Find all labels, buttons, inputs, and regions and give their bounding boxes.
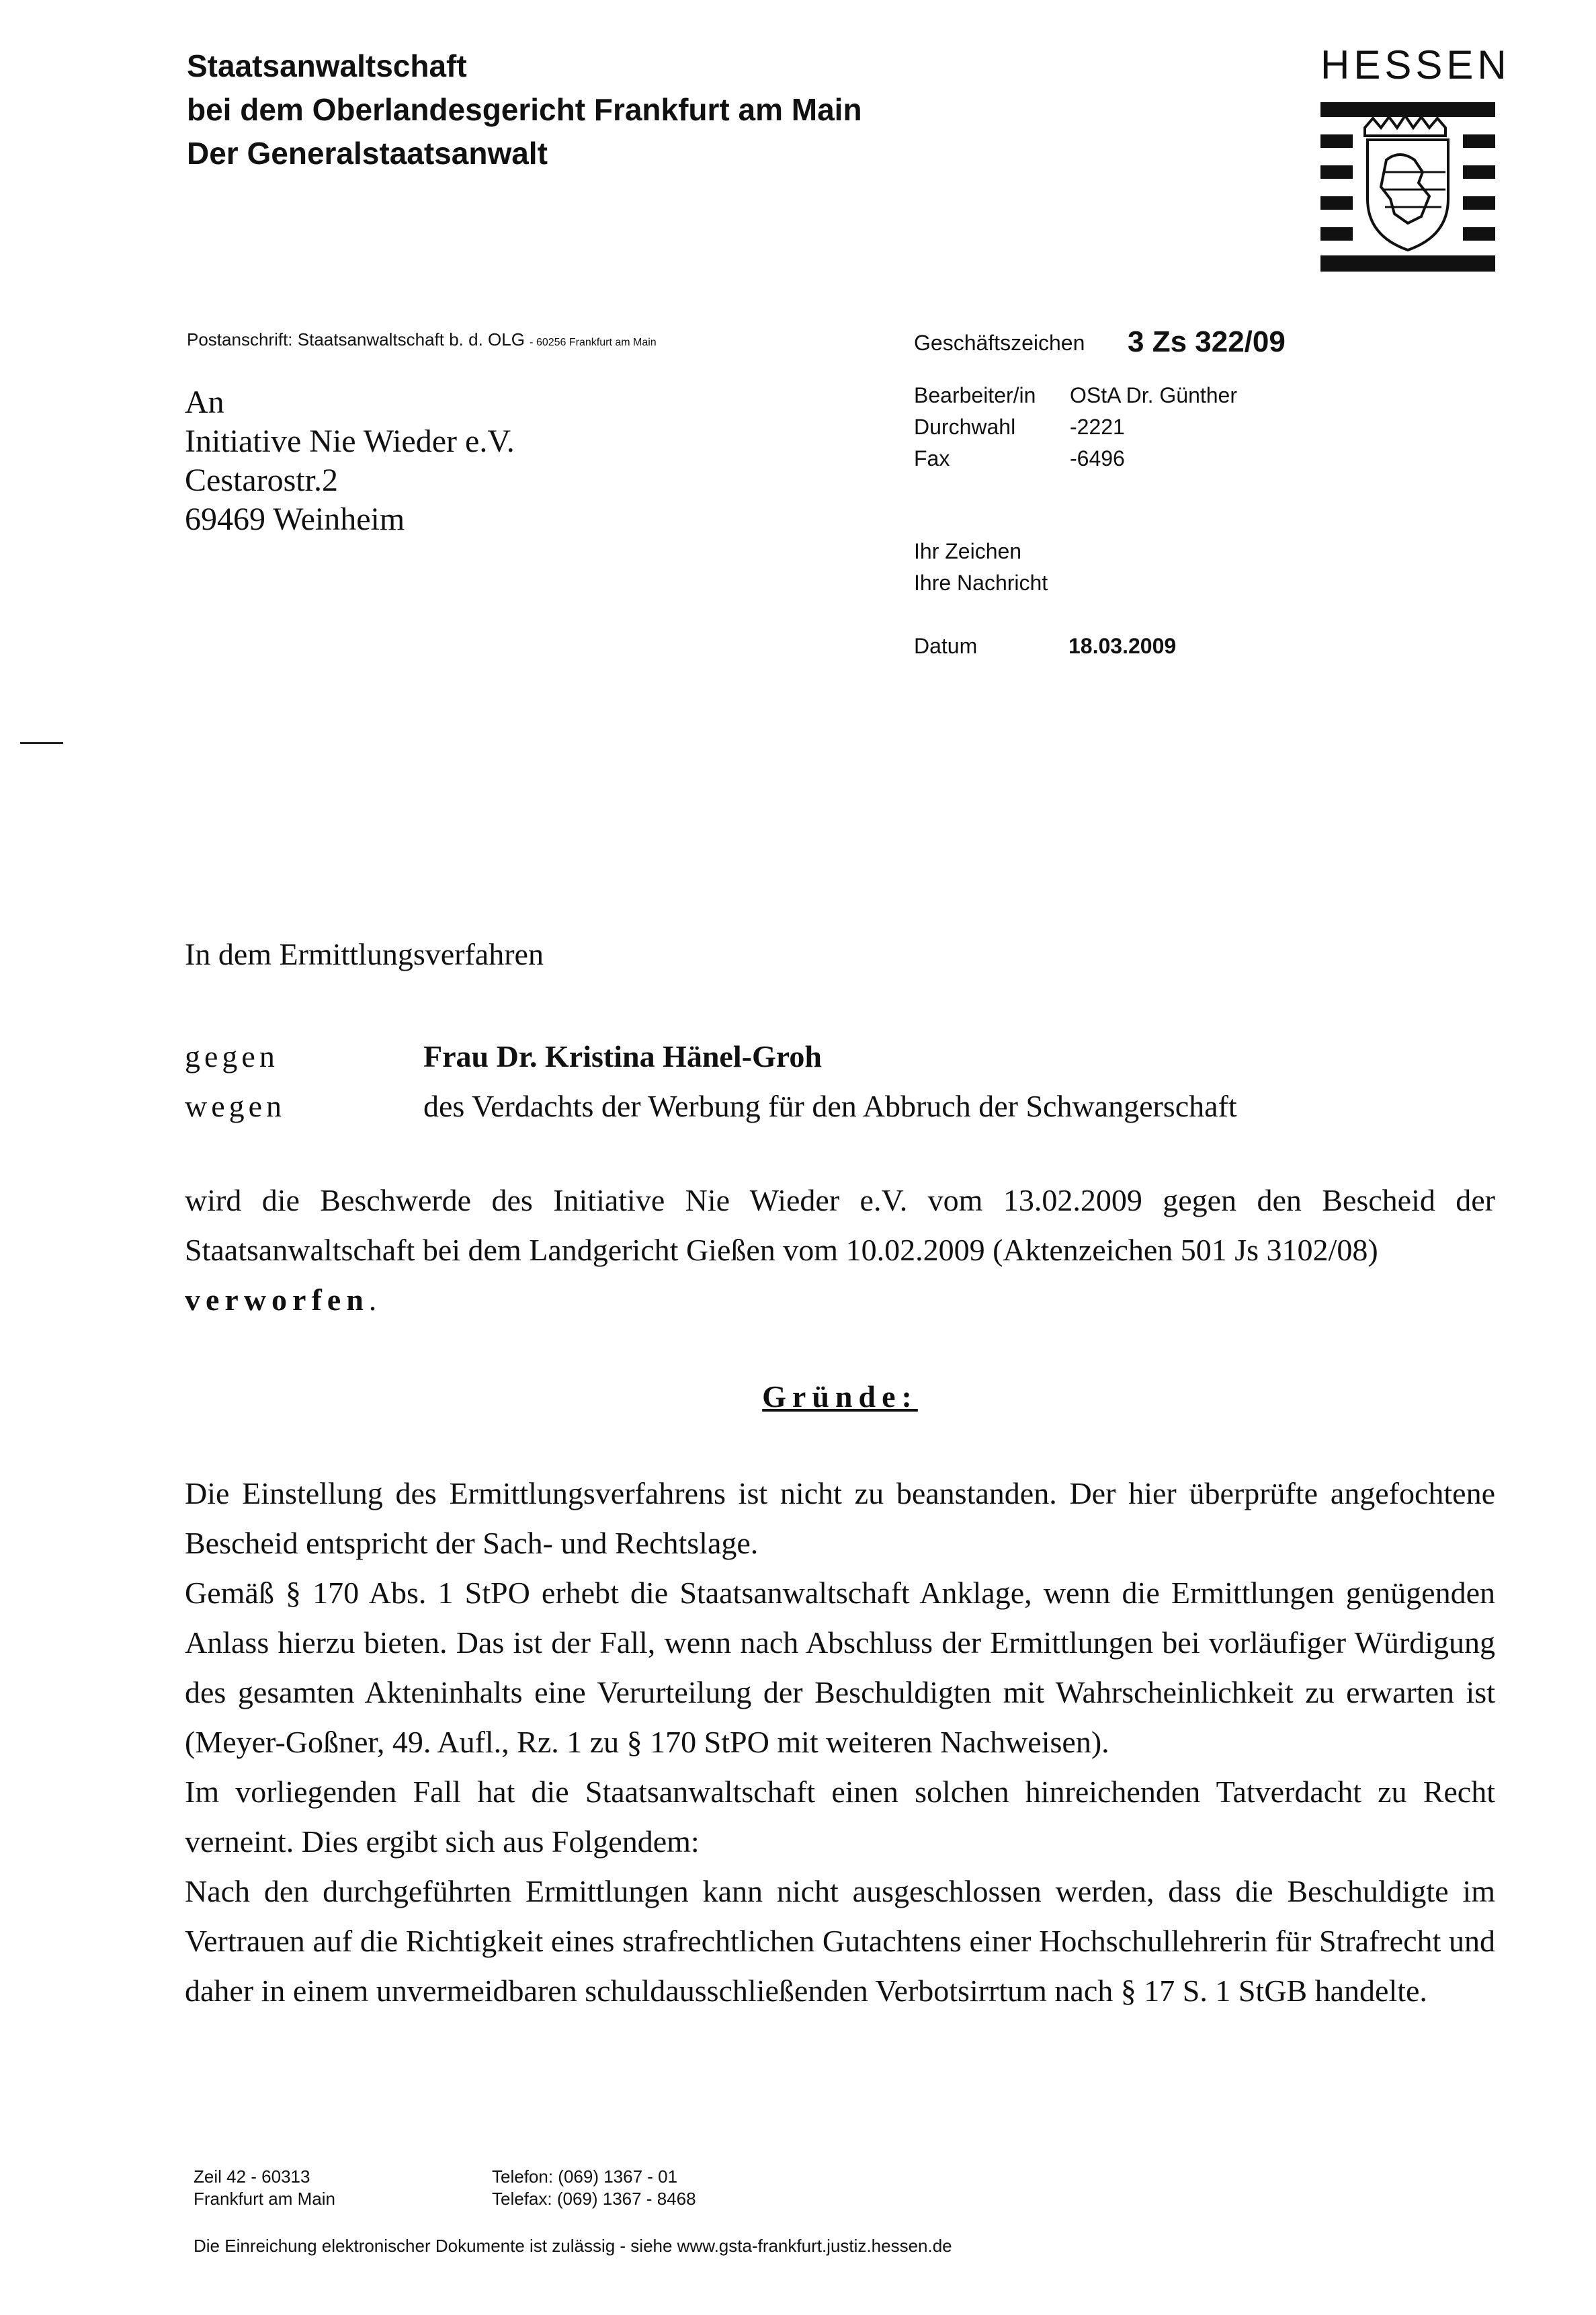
decision-verdict: verworfen bbox=[185, 1283, 369, 1317]
charge-description: des Verdachts der Werbung für den Abbruch der Schwangerschaft bbox=[423, 1089, 1237, 1123]
reasons-paragraph-3: Im vorliegenden Fall hat die Staatsanwaltschaft einen solchen hinreichenden Tatverdacht zu Recht verneint. Dies ergibt sich aus Folgendem: bbox=[185, 1775, 1495, 1859]
hessen-logo bbox=[1320, 42, 1511, 276]
footer-phone: Telefon: (069) 1367 - 01 bbox=[492, 2166, 678, 2187]
recipient-line-1: An bbox=[185, 384, 224, 420]
recipient-line-3: Cestarostr.2 bbox=[185, 462, 338, 498]
recipient-address bbox=[185, 383, 515, 539]
date-label: Datum bbox=[914, 634, 978, 658]
footer-telefax: Telefax: (069) 1367 - 8468 bbox=[492, 2189, 696, 2209]
hessen-logo-text: HESSEN bbox=[1320, 42, 1511, 87]
accused-name: Frau Dr. Kristina Hänel-Groh bbox=[423, 1039, 822, 1073]
letter-body bbox=[185, 930, 1495, 2016]
extension-label: Durchwahl bbox=[914, 415, 1016, 439]
reasons-paragraph-2: Gemäß § 170 Abs. 1 StPO erhebt die Staatsanwaltschaft Anklage, wenn die Ermittlungen genügenden Anlass hierzu bieten. Das ist der Fall, wenn nach Abschluss der Ermittlungen bei vorläufiger Würdigung des gesamten Akteninhalts eine Verurteilung der Beschuldigten mit Wahrscheinlichkeit zu erwarten ist (Meyer-Goßner, 49. Aufl., Rz. 1 zu § 170 StPO mit weiteren Nachweisen). bbox=[185, 1576, 1495, 1759]
fold-mark bbox=[20, 742, 63, 744]
accused-row bbox=[185, 1032, 1495, 1082]
decision-paragraph: wird die Beschwerde des Initiative Nie Wieder e.V. vom 13.02.2009 gegen den Bescheid der Staatsanwaltschaft bei dem Landgericht Gießen vom 10.02.2009 (Aktenzeichen 501 Js 3102/08) verworfen. bbox=[185, 1183, 1495, 1317]
fax-number: -6496 bbox=[1070, 446, 1125, 471]
charge-row bbox=[185, 1082, 1495, 1131]
authority-header bbox=[187, 44, 862, 175]
because-label: wegen bbox=[185, 1089, 286, 1123]
authority-line-2: bei dem Oberlandesgericht Frankfurt am Main bbox=[187, 92, 862, 127]
fax-label: Fax bbox=[914, 446, 950, 471]
footer-electronic-note: Die Einreichung elektronischer Dokumente ist zulässig - siehe www.gsta-frankfurt.justiz.hessen.de bbox=[194, 2236, 952, 2256]
file-number-label: Geschäftszeichen bbox=[914, 331, 1085, 355]
extension-number: -2221 bbox=[1070, 415, 1125, 439]
reasons-paragraph-4: Nach den durchgeführten Ermittlungen kann nicht ausgeschlossen werden, dass die Beschuldigte im Vertrauen auf die Richtigkeit eines strafrechtlichen Gutachtens einer Hochschullehrerin für Strafrecht und daher in einem unvermeidbaren schuldausschließenden Verbotsirrtum nach § 17 S. 1 StGB handelte. bbox=[185, 1874, 1495, 2008]
footer-street: Zeil 42 - 60313 bbox=[194, 2166, 310, 2187]
editor-label: Bearbeiter/in bbox=[914, 383, 1036, 407]
file-number: 3 Zs 322/09 bbox=[1128, 325, 1286, 358]
reasons-paragraph-1: Die Einstellung des Ermittlungsverfahrens ist nicht zu beanstanden. Der hier überprüfte angefochtene Bescheid entspricht der Sach- und Rechtslage. bbox=[185, 1476, 1495, 1560]
recipient-line-2: Initiative Nie Wieder e.V. bbox=[185, 423, 515, 459]
postal-city: - 60256 Frankfurt am Main bbox=[530, 337, 657, 348]
letter-date: 18.03.2009 bbox=[1068, 634, 1177, 658]
against-label: gegen bbox=[185, 1039, 279, 1073]
postal-sender: Staatsanwaltschaft b. d. OLG bbox=[297, 329, 525, 350]
intro-line: In dem Ermittlungsverfahren bbox=[185, 937, 544, 971]
authority-line-1: Staatsanwaltschaft bbox=[187, 48, 467, 83]
your-message-label: Ihre Nachricht bbox=[914, 571, 1048, 595]
postal-address bbox=[187, 329, 657, 350]
decision-text: wird die Beschwerde des Initiative Nie Wieder e.V. vom 13.02.2009 gegen den Bescheid der Staatsanwaltschaft bei dem Landgericht Gießen vom 10.02.2009 (Aktenzeichen 501 Js 3102/08) bbox=[185, 1183, 1495, 1267]
recipient-line-4: 69469 Weinheim bbox=[185, 501, 405, 537]
authority-line-3: Der Generalstaatsanwalt bbox=[187, 136, 548, 171]
editor-name: OStA Dr. Günther bbox=[1070, 383, 1237, 407]
footer-city: Frankfurt am Main bbox=[194, 2189, 335, 2209]
hessen-coat-of-arms-icon bbox=[1320, 98, 1495, 276]
postal-label: Postanschrift: bbox=[187, 329, 293, 350]
your-reference-label: Ihr Zeichen bbox=[914, 539, 1022, 563]
reasons-heading: Gründe: bbox=[762, 1379, 918, 1414]
